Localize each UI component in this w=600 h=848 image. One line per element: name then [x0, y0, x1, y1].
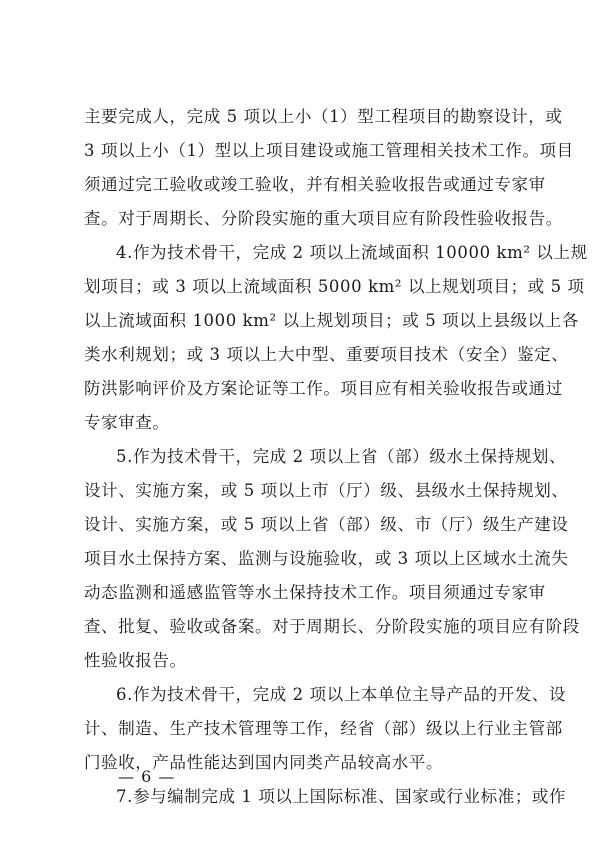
paragraph-5-first-line: 5.作为技术骨干，完成 2 项以上省（部）级水土保持规划、: [116, 447, 567, 466]
paragraph-4-first-line: 4.作为技术骨干，完成 2 项以上流域面积 10000 km² 以上规: [116, 243, 588, 262]
text-line: 项目水土保持方案、监测与设施验收，或 3 项以上区域水土流失: [84, 549, 569, 568]
page-number: — 6 —: [118, 767, 176, 786]
text-line: 门验收，产品性能达到国内同类产品较高水平。: [84, 753, 444, 772]
text-line: 3 项以上小（1）型以上项目建设或施工管理相关技术工作。项目: [84, 141, 574, 160]
text-line: 以上流域面积 1000 km² 以上规划项目；或 5 项以上县级以上各: [84, 311, 579, 330]
text-line: 类水利规划；或 3 项以上大中型、重要项目技术（安全）鉴定、: [84, 345, 569, 364]
text-line: 计、制造、生产技术管理等工作，经省（部）级以上行业主管部: [84, 719, 563, 738]
paragraph-6-first-line: 6.作为技术骨干，完成 2 项以上本单位主导产品的开发、设: [116, 685, 567, 704]
text-line: 设计、实施方案，或 5 项以上省（部）级、市（厅）级生产建设: [84, 515, 569, 534]
text-line: 设计、实施方案，或 5 项以上市（厅）级、县级水土保持规划、: [84, 481, 569, 500]
text-line: 查。对于周期长、分阶段实施的重大项目应有阶段性验收报告。: [84, 209, 563, 228]
text-line: 专家审查。: [84, 413, 170, 432]
text-line: 性验收报告。: [84, 651, 187, 670]
text-line: 动态监测和遥感监管等水土保持技术工作。项目须通过专家审: [84, 583, 546, 602]
text-line: 划项目；或 3 项以上流域面积 5000 km² 以上规划项目；或 5 项: [84, 277, 585, 296]
text-line: 查、批复、验收或备案。对于周期长、分阶段实施的项目应有阶段: [84, 617, 580, 636]
paragraph-7-first-line: 7.参与编制完成 1 项以上国际标准、国家或行业标准；或作: [116, 787, 567, 806]
text-line: 防洪影响评价及方案论证等工作。项目应有相关验收报告或通过: [84, 379, 563, 398]
text-line: 须通过完工验收或竣工验收，并有相关验收报告或通过专家审: [84, 175, 546, 194]
text-line: 主要完成人，完成 5 项以上小（1）型工程项目的勘察设计，或: [84, 107, 563, 126]
